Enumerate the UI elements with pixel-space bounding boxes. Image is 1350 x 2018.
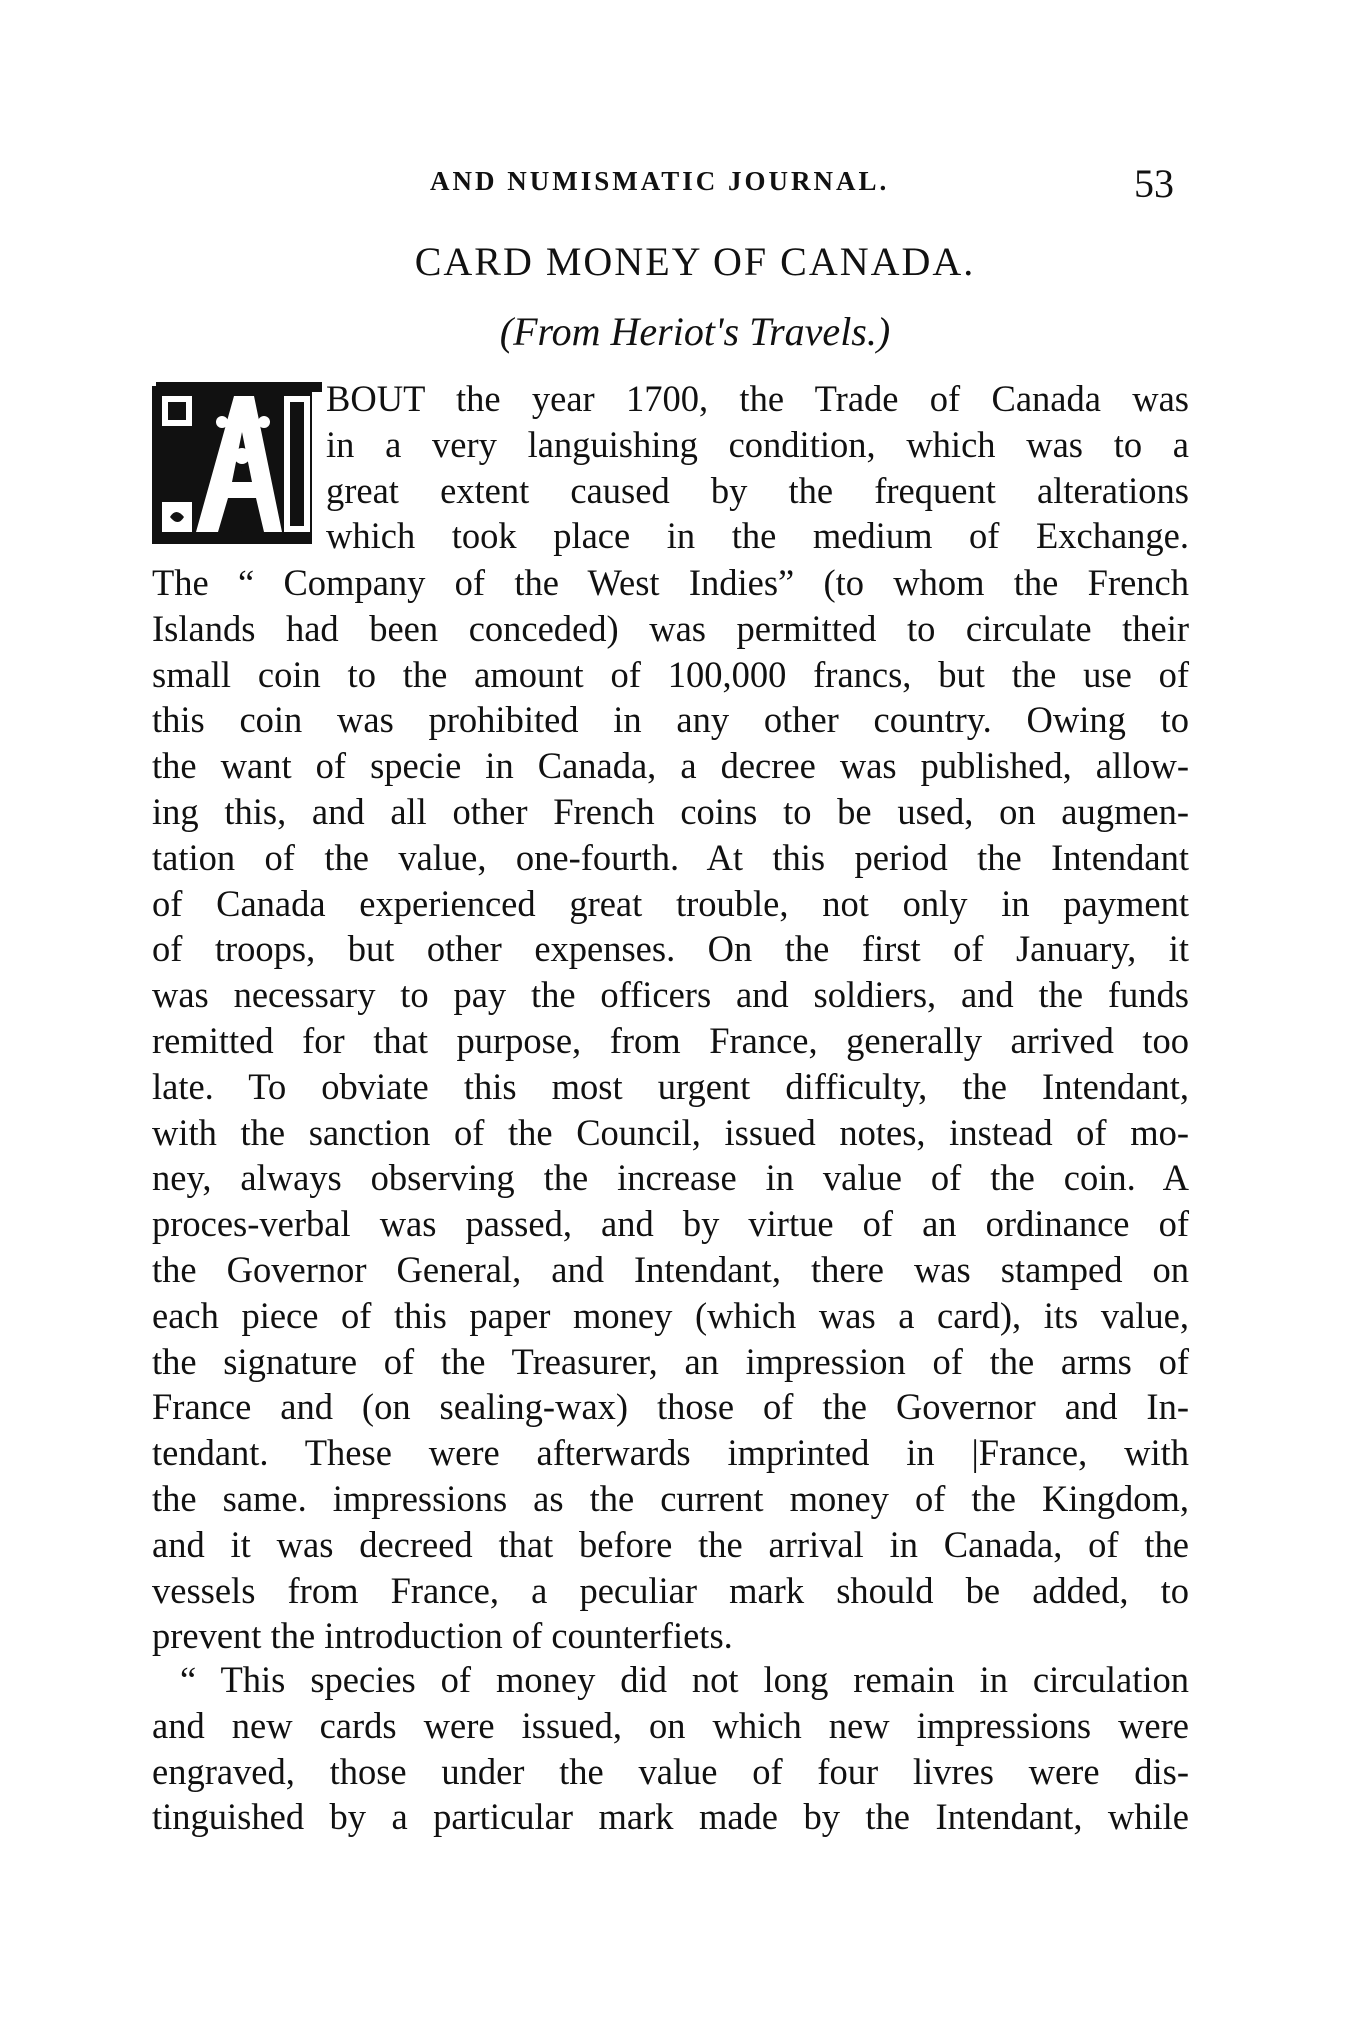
text-line: The “ Company of the West Indies” (to whom the French (152, 562, 1189, 603)
text-line: of Canada experienced great trouble, not only in payment (152, 882, 1189, 924)
text-line: which took place in the medium of Exchange. (326, 515, 1189, 557)
text-line: remitted for that purpose, from France, generally arrived too (152, 1019, 1189, 1061)
paragraph-1 (152, 560, 1189, 1659)
page-number: 53 (1134, 161, 1174, 206)
text-line: vessels from France, a peculiar mark should be added, to (152, 1569, 1189, 1611)
text-line: great extent caused by the frequent alterations (326, 469, 1189, 511)
text-line: tendant. These were afterwards imprinted in |France, with (152, 1432, 1189, 1474)
text-line: ing this, and all other French coins to be used, on augmen- (152, 790, 1189, 832)
article-title: CARD MONEY OF CANADA. (414, 239, 976, 284)
text-line: engraved, those under the value of four livres were dis- (152, 1750, 1189, 1792)
running-head: AND NUMISMATIC JOURNAL. (430, 166, 890, 196)
text-line: the want of specie in Canada, a decree was published, allow- (152, 745, 1189, 787)
text-line: was necessary to pay the officers and soldiers, and the funds (152, 974, 1189, 1016)
text-line: with the sanction of the Council, issued notes, instead of mo- (152, 1111, 1189, 1153)
text-line: of troops, but other expenses. On the first of January, it (152, 928, 1189, 970)
text-line: tinguished by a particular mark made by the Intendant, while (152, 1796, 1189, 1838)
text-line: BOUT the year 1700, the Trade of Canada was (326, 378, 1189, 419)
text-line: prevent the introduction of counterfiets. (152, 1615, 733, 1657)
paragraph-2 (152, 1657, 1189, 1840)
text-line: France and (on sealing-wax) those of the Governor and In- (152, 1386, 1189, 1428)
text-line: tation of the value, one-fourth. At this period the Intendant (152, 836, 1189, 878)
text-line: and new cards were issued, on which new impressions were (152, 1704, 1189, 1746)
text-line: proces-verbal was passed, and by virtue of an ordinance of (152, 1203, 1189, 1245)
text-line: late. To obviate this most urgent difficulty, the Intendant, (152, 1065, 1189, 1107)
text-line: “ This species of money did not long remain in circulation (180, 1659, 1189, 1700)
drop-cap-letter: A (241, 532, 243, 533)
opening-lines (326, 376, 1189, 559)
text-line: the same. impressions as the current money of the Kingdom, (152, 1477, 1189, 1519)
text-line: ney, always observing the increase in value of the coin. A (152, 1157, 1189, 1199)
text-line: the Governor General, and Intendant, there was stamped on (152, 1248, 1189, 1290)
text-line: and it was decreed that before the arrival in Canada, of the (152, 1523, 1189, 1565)
text-line: the signature of the Treasurer, an impression of the arms of (152, 1340, 1189, 1382)
text-line: small coin to the amount of 100,000 francs, but the use of (152, 653, 1189, 695)
text-line: in a very languishing condition, which was to a (326, 423, 1189, 465)
text-line: each piece of this paper money (which was a card), its value, (152, 1294, 1189, 1336)
article-subtitle: (From Heriot's Travels.) (499, 309, 891, 354)
text-line: this coin was prohibited in any other country. Owing to (152, 699, 1189, 741)
ornamental-drop-cap (152, 382, 322, 548)
text-line: Islands had been conceded) was permitted to circulate their (152, 607, 1189, 649)
